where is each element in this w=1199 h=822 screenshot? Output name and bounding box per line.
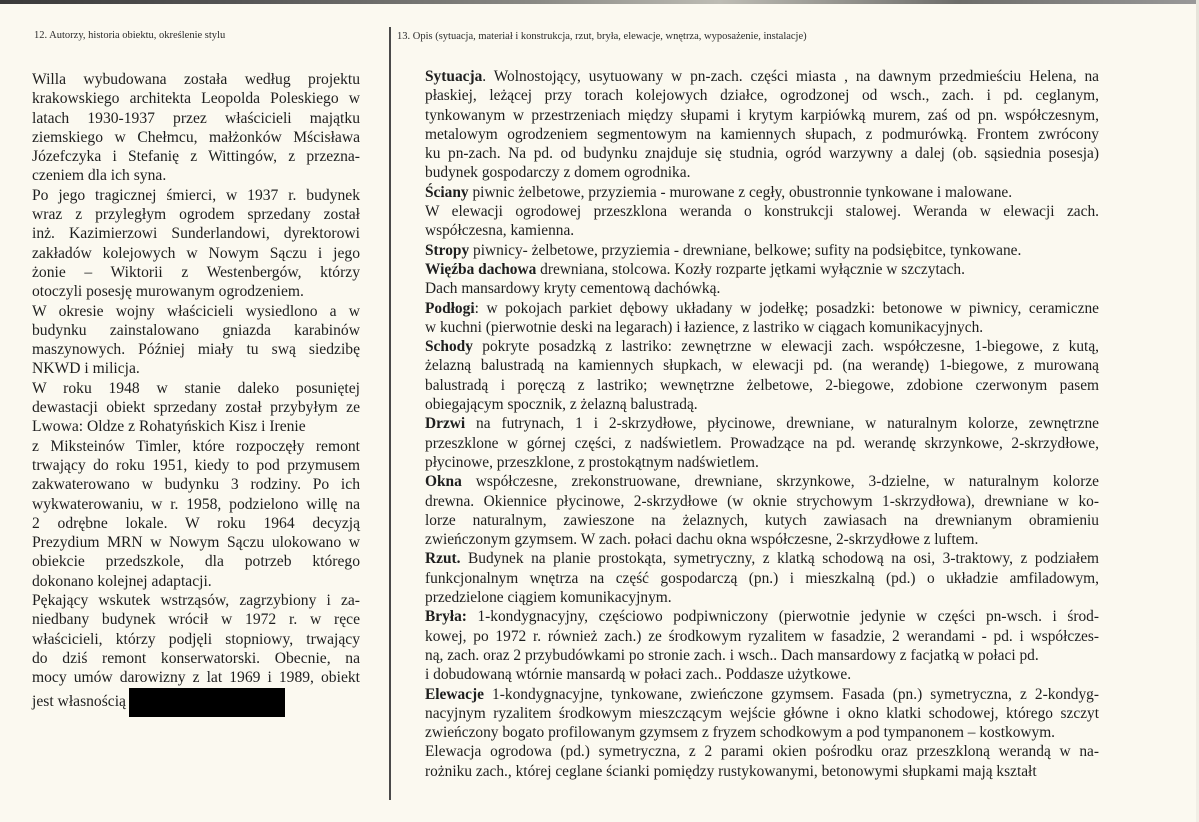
line-text: płaskiej, leżącej przy torach kolejowych działce, ogrodzonej od wsch., zach. i pd. ceglanym, [425,87,1099,105]
section-label: Więźba dachowa [425,260,537,278]
line-text: zwieńczonym gzymsem. W zach. połaci dachu okna współczesne, 2-skrzydłowe z luftem. [425,531,979,549]
text-line [32,630,360,649]
text-line [32,668,360,687]
line-text: Budynek na planie prostokąta, symetryczny, z klatką schodową na osi, 3-traktowy, z podziałem [460,550,1099,568]
line-text: współczesne, zrekonstruowane, drewniane, skrzynkowe, 3-dzielne, w naturalnym kolorze [461,473,1099,491]
text-line [32,166,360,185]
line-text: mocy umów darowizny z lat 1969 i 1989, obiekt [32,669,360,687]
text-line [425,67,1099,86]
text-line [32,552,360,571]
text-line [425,704,1099,723]
text-line [425,588,1099,607]
line-text: Dach mansardowy kryty cementową dachówką. [425,280,721,298]
line-text: maszynowych. Później miały tu swą siedzibę [32,341,360,359]
text-line [32,514,360,533]
line-text: dewastacji obiekt sprzedany został przybyłym ze [32,399,360,417]
line-text: Józefczyka i Stefanię z Wittingów, z przezna- [32,148,360,166]
line-text: pokryte posadzką z lastriko: zewnętrzne w elewacji zach. współczesne, 1-biegowe, z kutą, [472,338,1099,356]
line-text: metalowym ogrodzeniem segmentowym na kamiennych słupach, z podmurówką. Frontem zwrócony [425,125,1099,143]
line-text: i dobudowaną wtórnie mansardą w połaci zach.. Poddasze użytkowe. [425,666,852,684]
line-text: W elewacji ogrodowej przeszklona weranda o konstrukcji stalowej. Weranda w elewacji zach. [425,203,1099,221]
line-text: 1-kondygnacyjne, tynkowane, zwieńczone gzymsem. Fasada (pn.) symetryczna, z 2-kondyg- [483,685,1099,703]
line-text: z Miksteinów Timler, które rozpoczęły remont [32,437,360,455]
text-line [425,86,1099,105]
line-text: Pękający wskutek wstrząsów, zagrzybiony i za- [32,592,360,610]
line-text: piwnicy- żelbetowe, przyziemia - drewniane, belkowe; sufity na podsiębitce, tynkowane. [469,241,1022,259]
section-13-header: 13. Opis (sytuacja, materiał i konstrukcja, rzut, bryła, elewacje, wnętrza, wyposażenie, instalacje) [397,31,807,42]
section-label: Rzut. [425,550,461,568]
section-label: Sytuacja [425,68,483,85]
text-line [32,495,360,514]
line-text: 2 odrębne lokale. W roku 1964 decyzją [32,514,360,532]
text-line [425,434,1099,453]
line-text: Elewacja ogrodowa (pd.) symetryczna, z 2 parami okien pośrodku oraz przeszkloną werandą w na- [425,743,1099,761]
text-line [425,530,1099,549]
section-label: Podłogi [425,299,475,317]
text-line [425,163,1099,182]
text-line [425,125,1099,144]
line-text: budynku zainstalowano gniazda karabinów [32,321,360,339]
text-line [425,241,1099,260]
line-text: 1-kondygnacyjny, częściowo podpiwniczony (pierwotnie jedynie w części pn-wsch. i środ- [466,608,1099,626]
line-text: inż. Kazimierzowi Sunderlandowi, dyrektorowi [32,225,360,243]
text-line [425,569,1099,588]
redaction-block [129,688,285,717]
line-text: obiekcie przedszkole, dla potrzeb którego [32,553,360,571]
line-text: w kuchni (pierwotnie deski na legarach) i łazience, z lastriko w ciągach komunikacyjnych. [425,318,984,336]
text-line [425,183,1099,202]
text-line [32,282,360,301]
text-line [425,318,1099,337]
history-text-column [32,70,360,710]
text-line [425,260,1099,279]
line-text: niedbany budynek wrócił w 1972 r. w ręce [32,611,360,629]
line-text: ku pn-zach. Na pd. od budynku znajduje się studnia, ogród warzywny a dalej (ob. sąsiednia posesja) [425,145,1099,163]
column-divider [389,27,391,800]
text-line [32,649,360,668]
text-line [32,475,360,494]
line-text: przeszklone w górnej części, z nadświetlem. Prowadzące na pd. werandę skrzynkowe, 2-skrzydłowe, [425,434,1099,452]
line-text: funkcjonalnym wnętrza na część gospodarczą (pn.) i mieszkalną (pd.) o układzie amfiladowym, [425,569,1099,587]
text-line [425,646,1099,665]
line-text: na futrynach, 1 i 2-skrzydłowe, płycinowe, drewniane, w naturalnym kolorze, zewnętrzne [465,415,1099,433]
section-label: Schody [425,338,473,356]
text-line [425,414,1099,433]
line-text: ną, zach. oraz 2 przybudówkami po stronie zach. i wsch.. Dach mansardowy z facjatką w połaci pd. [425,646,1039,664]
line-text: lorze naturalnym, zawieszone na żelaznych, kutych zawiasach na drewnianym obramieniu [425,511,1099,529]
section-label: Bryła: [425,608,467,626]
text-line [425,607,1099,626]
text-line [32,244,360,263]
text-line [425,337,1099,356]
line-text: czeniem dla ich syna. [32,167,167,185]
line-text: . Wolnostojący, usytuowany w pn-zach. części miasta , na dawnym przedmieściu Helena, na [482,68,1099,85]
line-text: budynek gospodarczy z domem ogrodnika. [425,164,691,182]
text-line [425,221,1099,240]
line-text: kowej, po 1972 r. również zach.) ze środkowym ryzalitem w fasadzie, 2 werandami - pd. i współczes- [425,627,1099,645]
text-line [32,417,360,436]
line-text: właścicieli, którzy podjęli stopniowy, trwający [32,630,360,648]
text-line [32,224,360,243]
line-text: latach 1930-1937 przez właścicieli majątku [32,109,360,127]
line-text: Po jego tragicznej śmierci, w 1937 r. budynek [32,186,360,204]
line-text: Prezydium MRN w Nowym Sączu ulokowano w [32,534,360,552]
line-text: żelazną balustradą na kamiennych słupkach, w elewacji pd. (na werandę) 1-biegowe, z murowaną [425,357,1099,375]
description-text-column [425,67,1099,781]
text-line [32,263,360,282]
text-line [32,359,360,378]
text-line [425,511,1099,530]
text-line [32,591,360,610]
text-line [425,202,1099,221]
text-line [425,742,1099,761]
text-line [32,321,360,340]
line-text: przedzielone ciągiem komunikacyjnym. [425,589,672,607]
section-label: Elewacje [425,685,484,703]
line-text: żonie – Wiktorii z Westenbergów, którzy [32,263,360,281]
line-text: drewniana, stolcowa. Kozły rozparte jętkami wyłącznie w szczytach. [536,260,965,278]
text-line [425,685,1099,704]
line-text: obiegającym spocznik, z żelazną balustradą. [425,396,698,414]
line-text: dokonano kolejnej adaptacji. [32,572,212,590]
line-text: rożniku zach., której ceglane ścianki pomiędzy rustykowanymi, betonowymi słupkami mają kształt [425,762,1037,780]
line-text: tynkowanym w przestrzeniach między słupami i krytym karpiówką murem, zaś od pn. współczesnym, [425,106,1099,124]
line-text: płycinowe, przeszklone, z prostokątnym nadświetlem. [425,453,759,471]
text-line [425,762,1099,781]
line-text: wykwaterowaniu, w r. 1958, podzielono willę na [32,495,360,513]
line-text: balustradą i poręczą z lastriko; wewnętrzne żelbetowe, 2-biegowe, zdobione czerwonym pasem [425,376,1099,394]
section-12-header: 12. Autorzy, historia obiektu, określenie stylu [34,30,226,41]
text-line [32,302,360,321]
line-text: Willa wybudowana została według projektu [32,71,360,88]
line-text: ziemskiego w Chełmcu, małżonków Mścisława [32,128,360,146]
text-line [425,299,1099,318]
text-line [425,723,1099,742]
line-text: W okresie wojny właścicieli wysiedlono a w [32,302,360,320]
text-line [32,688,360,710]
text-line [425,356,1099,375]
line-text: : w pokojach parkiet dębowy układany w jodełkę; posadzki: betonowe w piwnicy, ceramiczne [474,299,1099,317]
line-text: NKWD i milicja. [32,360,140,378]
text-line [425,395,1099,414]
line-text: współczesna, kamienna. [425,222,575,240]
section-label: Okna [425,473,462,491]
text-line [32,398,360,417]
text-line [32,572,360,591]
section-label: Ściany [425,183,469,201]
line-text: nacyjnym ryzalitem środkowym mieszczącym wejście główne i okno klatki schodowej, którego szczyt [425,704,1099,722]
text-line [32,186,360,205]
text-line [32,437,360,456]
text-line [425,492,1099,511]
line-text: jest własnością [32,692,126,710]
text-line [425,106,1099,125]
line-text: drewna. Okiennice płycinowe, 2-skrzydłowe (w oknie strychowym 1-skrzydłowa), drewniane w ko- [425,492,1099,510]
text-line [32,533,360,552]
line-text: zwieńczony bogato profilowanym gzymsem z fryzem schodkowym a pod tympanonem – kostkowym. [425,724,1056,742]
text-line [425,376,1099,395]
text-line [425,627,1099,646]
line-text: trwający do roku 1951, kiedy to pod przymusem [32,456,360,474]
section-label: Drzwi [425,415,466,433]
line-text: zakwaterowano w budynku 3 rodziny. Po ich [32,476,360,494]
line-text: piwnic żelbetowe, przyziemia - murowane z cegły, obustronnie tynkowane i malowane. [468,183,1013,201]
text-line [32,89,360,108]
text-line [425,144,1099,163]
line-text: krakowskiego architekta Leopolda Poleskiego w [32,90,360,108]
text-line [425,453,1099,472]
text-line [32,128,360,147]
text-line [32,456,360,475]
text-line [32,70,360,89]
text-line [425,549,1099,568]
scan-top-edge [0,0,1199,4]
section-label: Stropy [425,241,470,259]
text-line [32,379,360,398]
line-text: zakładów kolejowych w Nowym Sączu i jego [32,244,360,262]
line-text: wraz z przyległym ogrodem sprzedany został [32,206,360,224]
text-line [32,340,360,359]
line-text: Lwowa: Oldze z Rohatyńskich Kisz i Irenie [32,418,306,436]
line-text: W roku 1948 w stanie daleko posuniętej [32,379,360,397]
text-line [425,279,1099,298]
text-line [425,472,1099,491]
text-line [32,109,360,128]
text-line [425,665,1099,684]
text-line [32,205,360,224]
line-text: otoczyli posesję murowanym ogrodzeniem. [32,283,304,301]
text-line [32,610,360,629]
line-text: do dziś remont konserwatorski. Obecnie, na [32,649,360,667]
text-line [32,147,360,166]
